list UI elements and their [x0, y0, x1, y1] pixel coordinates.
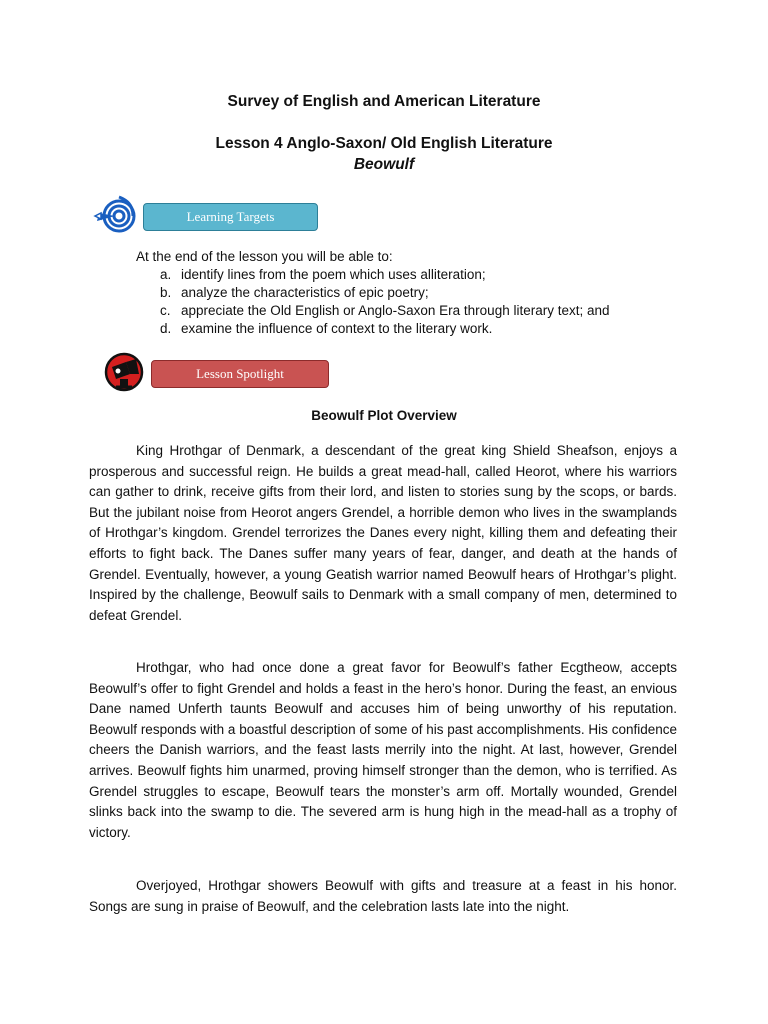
list-item: [160, 266, 610, 284]
list-item: [160, 302, 610, 320]
list-item-text: analyze the characteristics of epic poetry;: [181, 285, 429, 300]
list-marker: c.: [160, 303, 171, 318]
list-marker: a.: [160, 267, 172, 282]
lesson-title: Lesson 4 Anglo-Saxon/ Old English Literature: [215, 135, 553, 152]
list-marker: d.: [160, 321, 172, 336]
target-arrow-icon: [93, 194, 137, 238]
list-item-text: identify lines from the poem which uses alliteration;: [181, 267, 486, 282]
body-paragraph: Hrothgar, who had once done a great favor for Beowulf’s father Ecgtheow, accepts Beowulf’s offer to fight Grendel and holds a feast in the hero’s honor. During the feast, an envious Dane named Unferth taunts Beowulf and accuses him of being unworthy of his reputation. Beowulf responds with a boastful description of some of his past accomplishments. His confidence cheers the Danish warriors, and the feast lasts merrily into the night. At last, however, Grendel arrives. Beowulf fights him unarmed, proving himself stronger than the demon, who is terrified. As Grendel struggles to escape, Beowulf tears the monster’s arm off. Mortally wounded, Grendel slinks back into the swamp to die. The severed arm is hung high in the mead-hall as a trophy of victory.: [89, 660, 677, 840]
lesson-subtitle: Beowulf: [353, 156, 415, 173]
lesson-spotlight-banner: Lesson Spotlight: [151, 360, 329, 388]
course-title: Survey of English and American Literature: [227, 93, 541, 110]
list-item-text: appreciate the Old English or Anglo-Saxon Era through literary text; and: [181, 303, 610, 318]
list-item: [160, 284, 610, 302]
targets-intro: At the end of the lesson you will be able to:: [136, 249, 393, 264]
body-paragraph: Overjoyed, Hrothgar showers Beowulf with gifts and treasure at a feast in his honor. Songs are sung in praise of Beowulf, and the celebration lasts late into the night.: [89, 878, 677, 914]
plot-overview-heading: Beowulf Plot Overview: [311, 408, 457, 423]
list-item: [160, 320, 610, 338]
learning-targets-list: [160, 266, 610, 338]
spotlight-icon: [104, 352, 146, 392]
list-marker: b.: [160, 285, 172, 300]
list-item-text: examine the influence of context to the literary work.: [181, 321, 493, 336]
learning-targets-banner: Learning Targets: [143, 203, 318, 231]
body-paragraph: King Hrothgar of Denmark, a descendant of the great king Shield Sheafson, enjoys a prosperous and successful reign. He builds a great mead-hall, called Heorot, where his warriors can gather to drink, receive gifts from their lord, and listen to stories sung by the scops, or bards. But the jubilant noise from Heorot angers Grendel, a horrible demon who lives in the swamplands of Hrothgar’s kingdom. Grendel terrorizes the Danes every night, killing them and defeating their efforts to fight back. The Danes suffer many years of fear, danger, and death at the hands of Grendel. Eventually, however, a young Geatish warrior named Beowulf hears of Hrothgar’s plight. Inspired by the challenge, Beowulf sails to Denmark with a small company of men, determined to defeat Grendel.: [89, 443, 677, 623]
